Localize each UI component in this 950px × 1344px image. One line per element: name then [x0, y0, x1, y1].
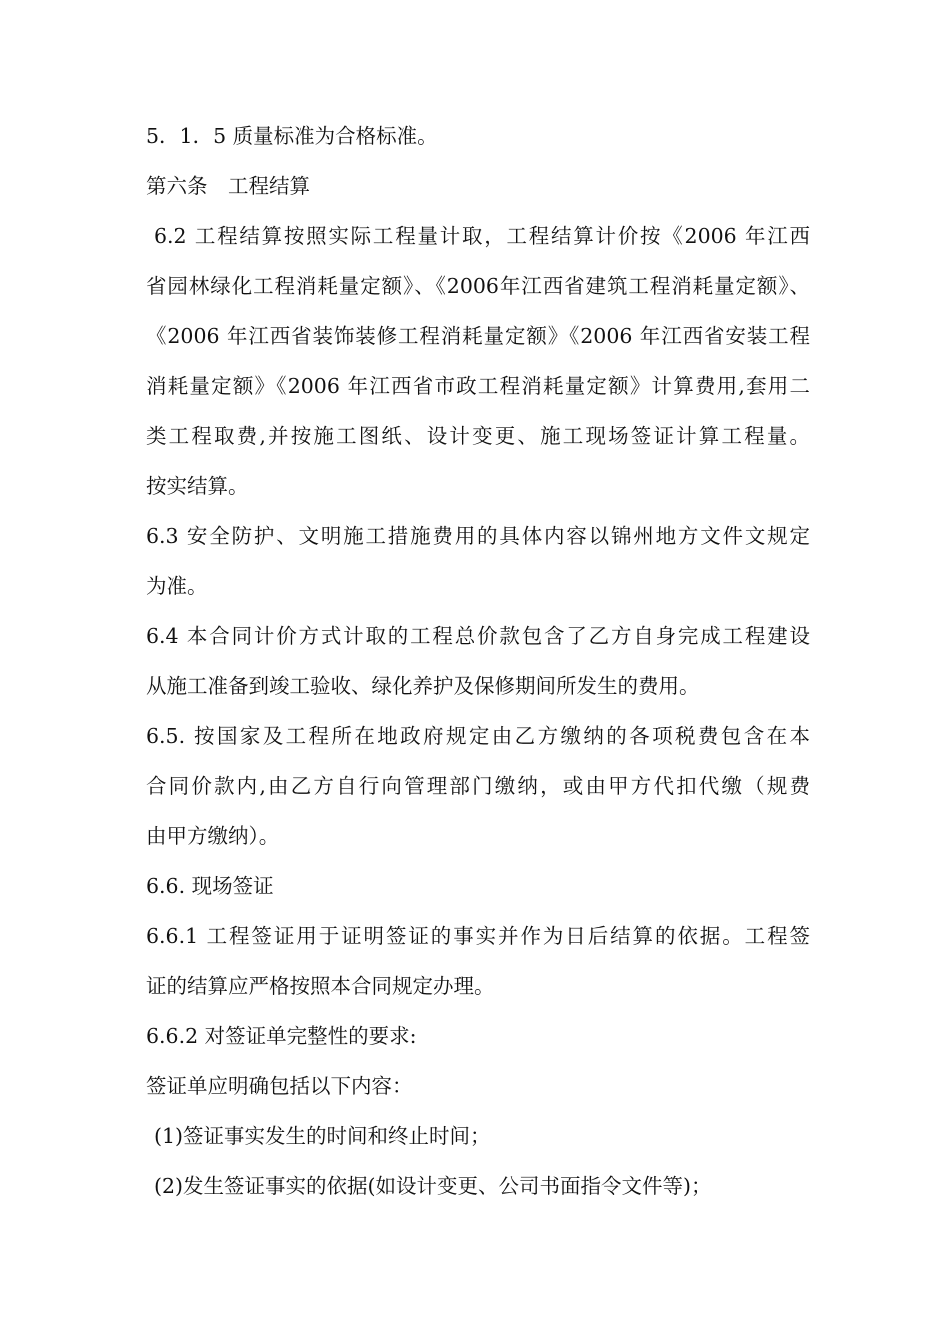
clause-6-6-2-intro: 签证单应明确包括以下内容：	[146, 1074, 413, 1098]
clause-6-4-line-2: 从施工准备到竣工验收、绿化养护及保修期间所发生的费用。	[146, 674, 700, 698]
clause-6-4-line-1: 6.4 本合同计价方式计取的工程总价款包含了乙方自身完成工程建设	[146, 624, 810, 648]
clause-6-6-1-line-2: 证的结算应严格按照本合同规定办理。	[146, 974, 495, 998]
clause-5-1-5: 5．1．5 质量标准为合格标准。	[146, 124, 438, 148]
clause-6-2-line-1: 6.2 工程结算按照实际工程量计取，工程结算计价按《2006 年江西	[154, 224, 810, 248]
clause-6-2-line-3: 《2006 年江西省装饰装修工程消耗量定额》《2006 年江西省安装工程	[146, 324, 810, 348]
clause-6-5-line-3: 由甲方缴纳）。	[146, 824, 280, 848]
clause-6-2-line-4: 消耗量定额》《2006 年江西省市政工程消耗量定额》计算费用,套用二	[146, 374, 810, 398]
clause-6-5-line-2: 合同价款内,由乙方自行向管理部门缴纳，或由甲方代扣代缴（规费	[146, 774, 810, 798]
clause-6-6-heading: 6.6. 现场签证	[146, 874, 274, 898]
list-item-1: (1)签证事实发生的时间和终止时间；	[154, 1124, 491, 1148]
article-6-heading: 第六条 工程结算	[146, 174, 310, 198]
clause-6-6-2-heading: 6.6.2 对签证单完整性的要求:	[146, 1024, 417, 1048]
clause-6-3-line-1: 6.3 安全防护、文明施工措施费用的具体内容以锦州地方文件文规定	[146, 524, 810, 548]
clause-6-2-line-2: 省园林绿化工程消耗量定额》、《2006年江西省建筑工程消耗量定额》、	[146, 274, 810, 298]
list-item-2: (2)发生签证事实的依据(如设计变更、公司书面指令文件等)；	[154, 1174, 712, 1198]
clause-6-2-line-6: 按实结算。	[146, 474, 249, 498]
clause-6-2-line-5: 类工程取费,并按施工图纸、设计变更、施工现场签证计算工程量。	[146, 424, 810, 448]
clause-6-3-line-2: 为准。	[146, 574, 208, 598]
clause-6-5-line-1: 6.5. 按国家及工程所在地政府规定由乙方缴纳的各项税费包含在本	[146, 724, 810, 748]
clause-6-6-1-line-1: 6.6.1 工程签证用于证明签证的事实并作为日后结算的依据。工程签	[146, 924, 810, 948]
